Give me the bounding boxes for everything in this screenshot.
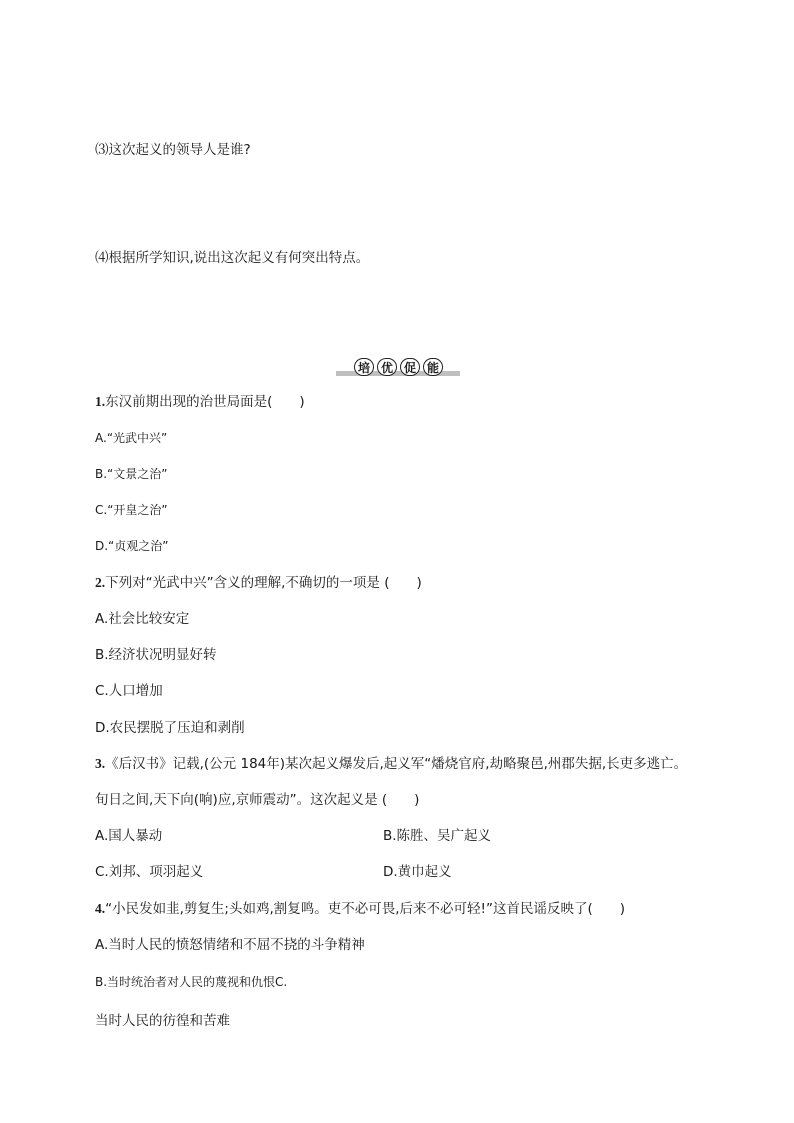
option: C.刘邦、项羽起义 <box>95 864 204 880</box>
option: D.农民摆脱了压迫和剥削 <box>95 720 245 736</box>
banner-char: 优 <box>377 358 397 376</box>
option: B.“文景之治” <box>95 467 168 481</box>
option: D.黄巾起义 <box>383 864 452 880</box>
question-stem-continued: 旬日之间,天下向(响)应,京师震动”。这次起义是 ( ) <box>95 792 420 808</box>
banner-char: 促 <box>400 358 420 376</box>
option: A.“光武中兴” <box>95 431 168 445</box>
question-stem <box>95 755 687 773</box>
question-stem <box>95 393 305 411</box>
question-stem <box>95 900 625 918</box>
question-number: 2. <box>95 575 106 590</box>
question-text: 东汉前期出现的治世局面是( ) <box>105 394 305 410</box>
option: D.“贞观之治” <box>95 539 169 553</box>
question-text: 下列对“光武中兴”含义的理解,不确切的一项是 ( ) <box>105 575 422 591</box>
banner-char: 培 <box>354 358 374 376</box>
option: C.人口增加 <box>95 683 163 699</box>
section-banner <box>336 358 460 378</box>
option: A.当时人民的愤怒情绪和不屈不挠的斗争精神 <box>95 937 365 953</box>
option-row <box>95 863 452 881</box>
question-number: 3. <box>95 756 106 771</box>
question-stem <box>95 574 422 592</box>
option: B.当时统治者对人民的蔑视和仇恨C. <box>95 975 288 989</box>
option: 当时人民的彷徨和苦难 <box>95 1013 230 1029</box>
question-number: 4. <box>95 901 106 916</box>
option-row <box>95 827 492 845</box>
option: A.国人暴动 <box>95 828 163 844</box>
question-number: 1. <box>95 394 106 409</box>
option: A.社会比较安定 <box>95 611 190 627</box>
question-4-sub: ⑷根据所学知识,说出这次起义有何突出特点。 <box>95 250 370 266</box>
question-text: “小民发如韭,剪复生;头如鸡,割复鸣。吏不必可畏,后来不必可轻!”这首民谣反映了( ) <box>105 901 625 917</box>
question-3-sub: ⑶这次起义的领导人是谁? <box>95 142 251 158</box>
banner-char: 能 <box>423 358 443 376</box>
option: B.陈胜、吴广起义 <box>383 828 492 844</box>
question-text: 《后汉书》记载,(公元 184年)某次起义爆发后,起义军“燔烧官府,劫略聚邑,州郡失据,长吏多逃亡。 <box>105 756 688 772</box>
option: B.经济状况明显好转 <box>95 647 217 663</box>
option: C.“开皇之治” <box>95 503 168 517</box>
